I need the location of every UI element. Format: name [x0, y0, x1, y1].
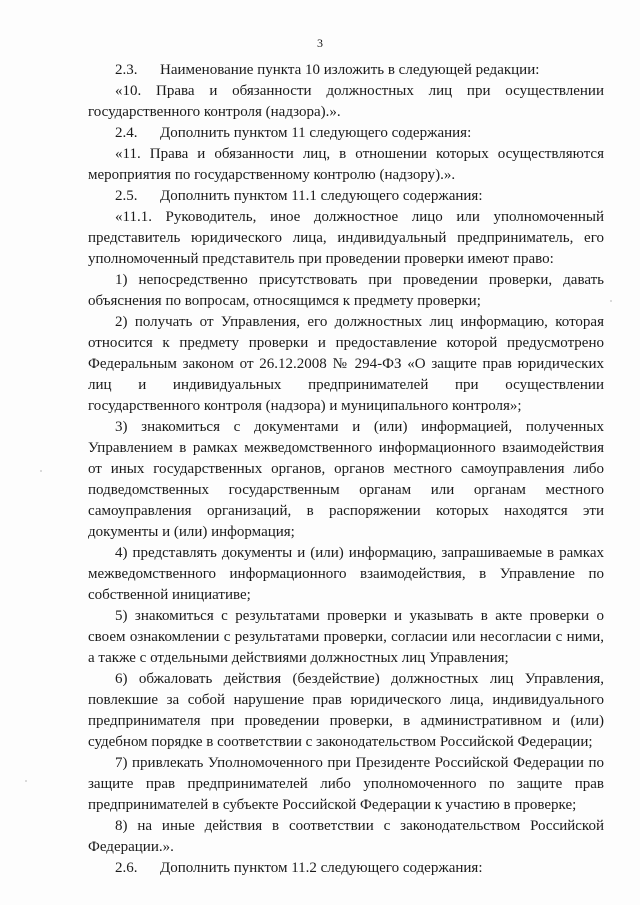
scan-speck [25, 780, 27, 782]
list-item-4: 4) представлять документы и (или) информацию, запрашиваемые в рамках межведомственного информационного взаимодействия, в Управление по собственной инициативе; [88, 545, 604, 603]
paragraph-text: Дополнить пунктом 11.2 следующего содержания: [160, 860, 483, 876]
list-item-5: 5) знакомиться с результатами проверки и указывать в акте проверки о своем ознакомлении с результатами проверки, согласии или несогласии с ними, а также с отдельными действиями должностных лиц Управления; [88, 608, 604, 666]
paragraph-2-5 [88, 186, 604, 207]
paragraph-text: Наименование пункта 10 изложить в следующей редакции: [160, 62, 540, 78]
list-item-2: 2) получать от Управления, его должностных лиц информацию, которая относится к предмету проверки и предоставление которой предусмотрено Федеральным законом от 26.12.2008 № 294-ФЗ «О защите прав юридических лиц и индивидуальных предпринимателей при осуществлении государственного контроля (надзора) и муниципального контроля»; [88, 314, 604, 414]
document-body [88, 60, 604, 879]
paragraph-number: 2.5. [115, 188, 138, 204]
paragraph-text: Дополнить пунктом 11 следующего содержания: [160, 125, 472, 141]
paragraph-item-11-1: «11.1. Руководитель, иное должностное лицо или уполномоченный представитель юридического лица, индивидуальный предприниматель, его уполномоченный представитель при проведении проверки имеют право: [88, 209, 604, 267]
paragraph-number: 2.4. [115, 125, 138, 141]
list-item-6: 6) обжаловать действия (бездействие) должностных лиц Управления, повлекшие за собой нарушение прав юридического лица, индивидуального предпринимателя при проведении проверки, в административном и (или) судебном порядке в соответствии с законодательством Российской Федерации; [88, 671, 604, 750]
list-item-3: 3) знакомиться с документами и (или) информацией, полученных Управлением в рамках межведомственного информационного взаимодействия от иных государственных органов, органов местного самоуправления либо подведомственных государственным органам или органам местного самоуправления организаций, в распоряжении которых находятся эти документы и (или) информация; [88, 419, 604, 540]
paragraph-2-3 [88, 60, 604, 81]
paragraph-number: 2.6. [115, 860, 138, 876]
paragraph-number: 2.3. [115, 62, 138, 78]
paragraph-2-4 [88, 123, 604, 144]
list-item-7: 7) привлекать Уполномоченного при Президенте Российской Федерации по защите прав предпринимателей либо уполномоченного по защите прав предпринимателей в субъекте Российской Федерации к участию в проверке; [88, 755, 604, 813]
list-item-1: 1) непосредственно присутствовать при проведении проверки, давать объяснения по вопросам, относящимся к предмету проверки; [88, 272, 604, 309]
paragraph-2-6 [88, 858, 604, 879]
page-number: 3 [317, 36, 323, 50]
scan-speck [610, 300, 612, 302]
paragraph-item-10: «10. Права и обязанности должностных лиц при осуществлении государственного контроля (надзора).». [88, 83, 604, 120]
list-item-8: 8) на иные действия в соответствии с законодательством Российской Федерации.». [88, 818, 604, 855]
paragraph-text: Дополнить пунктом 11.1 следующего содержания: [160, 188, 483, 204]
paragraph-item-11: «11. Права и обязанности лиц, в отношении которых осуществляются мероприятия по государственному контролю (надзору).». [88, 146, 604, 183]
scan-speck [40, 470, 42, 472]
